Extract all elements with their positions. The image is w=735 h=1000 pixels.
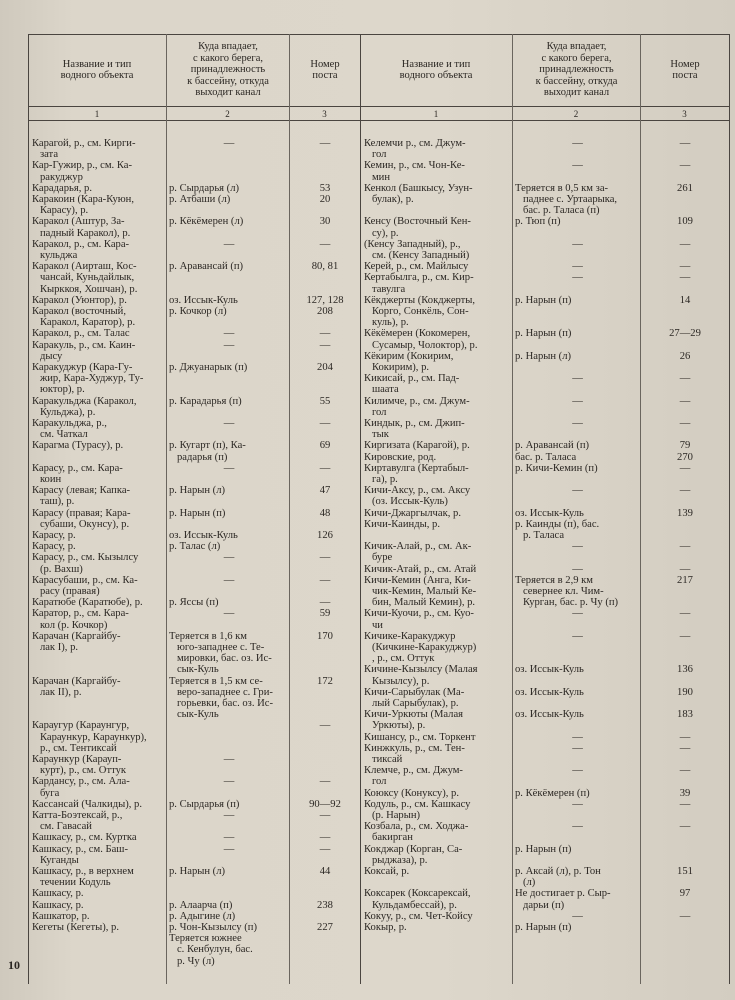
row-post-number: — [679, 798, 691, 810]
row-name: Карасу (левая; Капка- таш), р. [32, 485, 131, 508]
row-flows-into: р. Кугарт (п), Ка- радарья (п) [169, 440, 246, 463]
row-name: Караугур (Караунгур, Караункур, Караункур), р., см. Тентиксай [32, 720, 147, 754]
row-post-number: 127, 128 [306, 294, 344, 306]
row-name: Кичи-Аксу, р., см. Аксу (оз. Иссык-Куль) [364, 485, 471, 508]
row-name: Кинжкуль, р., см. Тен- тиксай [364, 742, 465, 765]
row-post-number: — [679, 138, 691, 149]
row-name: Карасу, р. [32, 541, 76, 553]
row-post-number: — [319, 552, 331, 564]
col-num-2-left: 2 [225, 109, 230, 119]
page-number: 10 [8, 958, 20, 972]
row-post-number: 136 [677, 664, 693, 676]
row-name: Кокджар (Корган, Са- рыджаза), р. [364, 843, 463, 866]
row-flows-into: р. Нарын (л) [169, 485, 226, 497]
row-post-number: 14 [679, 294, 691, 306]
col-num-3-left: 3 [322, 109, 327, 119]
row-name: Козбала, р., см. Ходжа- бакирган [364, 821, 469, 844]
row-post-number: 55 [319, 395, 331, 407]
row-name: Кичи-Джаргылчак, р. [364, 507, 461, 519]
row-flows-into: — [572, 395, 583, 407]
row-name: Карасу, р., см. Кызылсу (р. Вахш) [32, 552, 139, 575]
row-name: Кашкатор, р. [32, 910, 90, 922]
row-post-number: 109 [677, 216, 693, 228]
row-flows-into: — [572, 138, 583, 149]
row-post-number: — [319, 418, 331, 429]
row-post-number: — [679, 742, 691, 754]
row-name: Карачан (Каргайбу- лак II), р. [32, 675, 121, 698]
row-flows-into: р. Аравансай (п) [515, 440, 590, 452]
row-flows-into: — [572, 272, 583, 284]
row-post-number: 170 [317, 630, 333, 642]
row-flows-into: р. Сырдарья (л) [169, 182, 240, 194]
row-post-number: 204 [317, 362, 333, 373]
row-name: Карасубаши, р., см. Ка- расу (правая) [32, 574, 138, 597]
row-post-number: — [679, 418, 691, 429]
row-name: Каракуль, р., см. Каин- дысу [32, 339, 136, 362]
row-flows-into: — [223, 754, 235, 765]
row-name: Каракол, р., см. Талас [32, 328, 130, 340]
header-flow-right: Куда впадает, с какого берега, принадлежность к бассейну, откуда выходит канал [535, 41, 618, 99]
row-name: Каракуджур (Кара-Гу- жир, Кара-Худжур, Ту- юктор), р. [32, 362, 144, 396]
row-flows-into: — [572, 261, 583, 273]
row-flows-into: р. Каинды (п), бас. р. Таласа [515, 518, 600, 541]
row-name: Килимче, р., см. Джум- гол [364, 395, 470, 418]
row-name: Кёкирим (Кокирим, Кокирим), р. [364, 350, 454, 373]
row-flows-into: р. Яссы (п) [169, 597, 219, 609]
row-post-number: — [679, 395, 691, 407]
row-name: Кенкол (Башкысу, Узун- булак), р. [364, 182, 473, 205]
row-post-number: 183 [677, 709, 693, 721]
row-name: Каракоин (Кара-Куюн, Карасу), р. [32, 194, 135, 217]
row-post-number: — [679, 563, 691, 575]
row-flows-into: — [223, 462, 235, 474]
row-post-number: — [319, 597, 331, 609]
row-flows-into: р. Джуанарык (п) [169, 362, 248, 373]
row-flows-into: р. Алаарча (п) [169, 899, 233, 911]
row-name: Катта-Боэтексай, р., см. Гавасай [32, 810, 123, 833]
row-post-number: — [679, 765, 691, 777]
row-flows-into: р. Атбаши (л) [169, 194, 231, 205]
header-post-right: Номер поста [670, 58, 700, 81]
row-post-number: — [319, 720, 331, 732]
row-name: Карачан (Каргайбу- лак I), р. [32, 630, 121, 653]
row-flows-into: р. Нарын (п) [515, 294, 572, 306]
row-name: Коксарек (Коксарексай, Кульдамбессай), р. [364, 888, 471, 911]
row-flows-into: — [572, 563, 583, 575]
row-post-number: — [679, 485, 691, 497]
row-flows-into: р. Карадарья (п) [169, 395, 242, 407]
row-post-number: — [319, 328, 331, 340]
row-name: Кардансу, р., см. Ала- буга [32, 776, 130, 799]
row-flows-into: — [572, 485, 583, 497]
row-name: Карадарья, р. [32, 182, 92, 194]
row-flows-into: р. Кичи-Кемин (п) [515, 462, 598, 474]
row-post-number: 30 [319, 216, 331, 228]
row-name: Каратюбе (Каратюбе), р. [32, 597, 143, 609]
row-name: Кичине-Кызылсу (Малая Кызылсу), р. [364, 664, 478, 687]
row-flows-into: — [572, 541, 583, 553]
row-post-number: — [679, 261, 691, 273]
row-post-number: 20 [319, 194, 331, 205]
row-post-number: — [319, 574, 331, 586]
row-name: Киртавулга (Кертабыл- га), р. [364, 462, 469, 485]
row-flows-into: — [572, 160, 583, 172]
row-flows-into: — [223, 776, 235, 788]
row-name: Кичик-Алай, р., см. Ак- буре [364, 541, 472, 564]
row-post-number: — [319, 776, 331, 788]
row-name: Карасу, р. [32, 530, 76, 541]
col-num-1-left: 1 [94, 109, 100, 119]
row-name: Каракол (восточный, Каракол, Каратор), р. [32, 306, 136, 329]
row-post-number: — [319, 810, 331, 821]
row-post-number: 97 [679, 888, 691, 900]
row-name: Кёкёмерен (Кокомерен, Сусамыр, Чолоктор), р. [364, 328, 478, 351]
row-flows-into: — [223, 552, 235, 564]
row-name: Кичик-Атай, р., см. Атай [364, 563, 477, 575]
row-post-number: — [679, 910, 691, 922]
row-name: Кашкасу, р. [32, 899, 84, 911]
row-name: Каракол (Уюнтор), р. [32, 294, 127, 306]
row-post-number: — [679, 462, 691, 474]
row-post-number: — [319, 238, 331, 250]
row-flows-into: р. Чон-Кызылсу (п) Теряется южнее с. Кенбулун, бас. р. Чу (л) [169, 922, 257, 967]
row-flows-into: — [572, 418, 583, 429]
header-post-left: Номер поста [310, 58, 340, 81]
row-flows-into: р. Кёкёмерен (п) [515, 787, 590, 799]
row-post-number: 48 [319, 507, 331, 519]
row-post-number: — [679, 731, 691, 743]
header-flow-left: Куда впадает, с какого берега, принадлежность к бассейну, откуда выходит канал [187, 41, 269, 99]
row-flows-into: — [572, 238, 583, 250]
row-flows-into: — [223, 328, 235, 340]
row-post-number: 44 [319, 866, 331, 877]
row-flows-into: р. Нарын (п) [515, 328, 572, 340]
row-post-number: 126 [317, 530, 333, 541]
row-post-number: 79 [679, 440, 691, 452]
row-post-number: 238 [317, 899, 333, 911]
row-post-number: — [319, 138, 331, 149]
row-name: Кашкасу, р., см. Баш- Куганды [32, 843, 128, 866]
row-flows-into: Теряется в 1,5 км се- веро-западнее с. Гри- горьевки, бас. оз. Ис- сык-Куль [169, 675, 274, 721]
row-name: Карасу (правая; Кара- субаши, Окунсу), р. [32, 507, 131, 530]
row-post-number: 172 [317, 675, 333, 687]
row-post-number: 26 [679, 350, 691, 362]
row-flows-into: — [572, 798, 583, 810]
row-flows-into: — [223, 238, 235, 250]
row-name: Кичи-Куочи, р., см. Куо- чи [364, 608, 474, 631]
row-flows-into: — [223, 339, 235, 351]
row-flows-into: — [572, 821, 583, 833]
row-post-number: — [319, 462, 331, 474]
row-name: Каракол (Аштур, За- падный Каракол), р. [32, 216, 131, 239]
row-flows-into: — [572, 608, 583, 620]
row-flows-into: — [223, 810, 235, 821]
row-name: Карагма (Турасу), р. [32, 440, 124, 452]
row-post-number: 27—29 [669, 328, 701, 340]
row-flows-into: Теряется в 2,9 км севернее кл. Чим- Курган, бас. р. Чу (п) [515, 574, 619, 609]
row-name: Кишансу, р., см. Торкент [364, 731, 476, 743]
row-post-number: — [679, 160, 691, 172]
row-post-number: — [319, 843, 331, 855]
row-post-number: 53 [319, 182, 331, 194]
row-post-number: 190 [677, 686, 693, 698]
row-flows-into: — [572, 373, 583, 385]
row-name: Киндык, р., см. Джип- тык [364, 418, 465, 441]
row-flows-into: — [572, 765, 583, 777]
row-flows-into: — [223, 843, 235, 855]
row-flows-into: Теряется в 1,6 км юго-западнее с. Те- мировки, бас. оз. Ис- сык-Куль [169, 630, 272, 676]
row-post-number: 139 [677, 507, 693, 519]
row-flows-into: р. Талас (л) [169, 541, 221, 553]
col-num-3-right: 3 [682, 109, 687, 119]
row-name: Кемин, р., см. Чон-Ке- мин [364, 160, 465, 183]
row-name: Клемче, р., см. Джум- гол [364, 765, 463, 788]
row-name: Кичи-Уркюты (Малая Уркюты), р. [364, 709, 464, 732]
row-name: Кичике-Каракуджур (Кичкине-Каракуджур) , р., см. Оттук [364, 630, 477, 665]
row-flows-into: оз. Иссык-Куль [515, 709, 584, 721]
row-name: Кокыр, р. [364, 922, 407, 933]
row-flows-into: — [223, 418, 235, 429]
row-flows-into: р. Кёкёмерен (л) [169, 216, 244, 228]
row-name: Кичи-Кемин (Анга, Ки- чик-Кемин, Малый Ке- бин, Малый Кемин), р. [364, 574, 477, 609]
row-name: Коксай, р. [364, 866, 410, 877]
row-post-number: — [679, 630, 691, 642]
row-name: Кассансай (Чалкиды), р. [32, 798, 142, 810]
row-flows-into: — [572, 630, 583, 642]
row-name: Кичи-Каинды, р. [364, 518, 440, 530]
row-post-number: — [679, 608, 691, 620]
row-post-number: — [319, 339, 331, 351]
row-flows-into: — [572, 910, 583, 922]
row-post-number: — [679, 238, 691, 250]
row-name: Кодуль, р., см. Кашкасу (р. Нарын) [364, 798, 471, 821]
rivers-table [28, 34, 730, 984]
row-post-number: 39 [679, 787, 691, 799]
row-post-number: — [679, 272, 691, 284]
row-name: Каракульджа (Каракол, Кульджа), р. [32, 395, 137, 418]
row-post-number: 90—92 [309, 798, 341, 810]
row-flows-into: — [572, 731, 583, 743]
col-num-2-right: 2 [573, 109, 579, 119]
row-flows-into: р. Нарын (п) [169, 507, 226, 519]
row-flows-into: р. Нарын (л) [169, 866, 226, 877]
row-post-number: — [319, 832, 331, 844]
row-post-number: — [679, 541, 691, 553]
row-flows-into: — [223, 574, 235, 586]
row-post-number: 217 [677, 574, 693, 586]
row-post-number: 227 [317, 922, 333, 933]
col-num-1-right: 1 [433, 109, 439, 119]
row-post-number: — [679, 373, 691, 385]
row-name: Каракол (Аирташ, Кос- чансай, Куньдайлык, Кырккоя, Хошчан), р. [32, 261, 138, 295]
row-flows-into: — [572, 742, 583, 754]
row-flows-into: р. Нарын (п) [515, 843, 572, 855]
row-name: Кегеты (Кегеты), р. [32, 922, 119, 933]
row-flows-into: р. Аравансай (п) [169, 261, 244, 273]
row-post-number: 80, 81 [311, 261, 339, 273]
row-flows-into: р. Нарын (л) [515, 350, 572, 362]
row-post-number: 59 [319, 608, 331, 620]
row-flows-into: оз. Иссык-Куль [515, 507, 584, 519]
row-name: Каракульджа, р., см. Чаткал [32, 418, 107, 441]
row-flows-into: р. Нарын (п) [515, 922, 572, 933]
header-name-right: Название и тип водного объекта [399, 58, 473, 81]
row-name: Кертабылга, р., см. Кир- тавулга [364, 272, 474, 295]
row-post-number: 270 [677, 451, 693, 463]
row-name: Каратор, р., см. Кара- кол (р. Кочкор) [32, 608, 129, 631]
row-name: Келемчи р., см. Джум- гол [364, 138, 466, 161]
row-name: Киргизата (Карагой), р. [364, 440, 470, 452]
row-flows-into: р. Сырдарья (п) [169, 798, 240, 810]
row-flows-into: оз. Иссык-Куль [515, 686, 584, 698]
row-flows-into: оз. Иссык-Куль [169, 530, 238, 541]
row-name: Кашкасу, р., в верхнем течении Кодуль [32, 866, 134, 889]
row-flows-into: Не достигает р. Сыр- дарьи (п) [515, 888, 611, 911]
row-name: Кашкасу, р., см. Куртка [32, 832, 137, 844]
row-flows-into: р. Аксай (л), р. Тон (л) [515, 866, 601, 889]
row-name: Кашкасу, р. [32, 888, 84, 900]
header-name-left: Название и тип водного объекта [60, 58, 134, 81]
row-flows-into: оз. Иссык-Куль [515, 664, 584, 676]
row-name: Кикисай, р., см. Пад- шаата [364, 373, 460, 396]
row-name: Коюксу (Конуксу), р. [364, 787, 459, 799]
row-flows-into: бас. р. Таласа [515, 451, 577, 463]
row-post-number: 208 [317, 306, 333, 317]
row-post-number: 151 [677, 866, 693, 877]
row-flows-into: — [223, 832, 235, 844]
row-flows-into: р. Адыгине (л) [169, 910, 236, 922]
row-name: Каракол, р., см. Кара- кульджа [32, 238, 130, 261]
row-flows-into: оз. Иссык-Куль [169, 294, 238, 306]
row-flows-into: р. Тюп (п) [515, 216, 561, 228]
row-flows-into: р. Кочкор (л) [169, 306, 227, 317]
row-post-number: 69 [319, 440, 331, 452]
row-flows-into: Теряется в 0,5 км за- паднее с. Уртаарыка, бас. р. Таласа (п) [515, 182, 618, 217]
row-name: Карасу, р., см. Кара- коин [32, 462, 123, 485]
row-name: Кар-Гужир, р., см. Ка- ракуджур [32, 160, 133, 183]
row-name: Карагой, р., см. Кирги- зата [32, 138, 136, 161]
row-flows-into: — [223, 138, 235, 149]
row-post-number: 261 [677, 182, 693, 194]
row-name: Керей, р., см. Майлысу [364, 261, 469, 273]
row-flows-into: — [223, 608, 235, 620]
row-name: Кокуу, р., см. Чет-Койсу [364, 910, 473, 922]
row-name: (Кенсу Западный), р., см. (Кенсу Западный) [364, 238, 470, 261]
row-name: Караункур (Карауп- курт), р., см. Оттук [32, 754, 127, 777]
row-name: Кенсу (Восточный Кен- су), р. [364, 216, 471, 239]
row-name: Кичи-Сарыбулак (Ма- лый Сарыбулак), р. [364, 686, 465, 709]
row-name: Кировские, род. [364, 451, 437, 463]
row-name: Кёкджерты (Кокджерты, Корго, Сонкёль, Сон- куль), р. [364, 294, 476, 329]
row-post-number: — [679, 821, 691, 833]
row-post-number: 47 [319, 485, 331, 497]
